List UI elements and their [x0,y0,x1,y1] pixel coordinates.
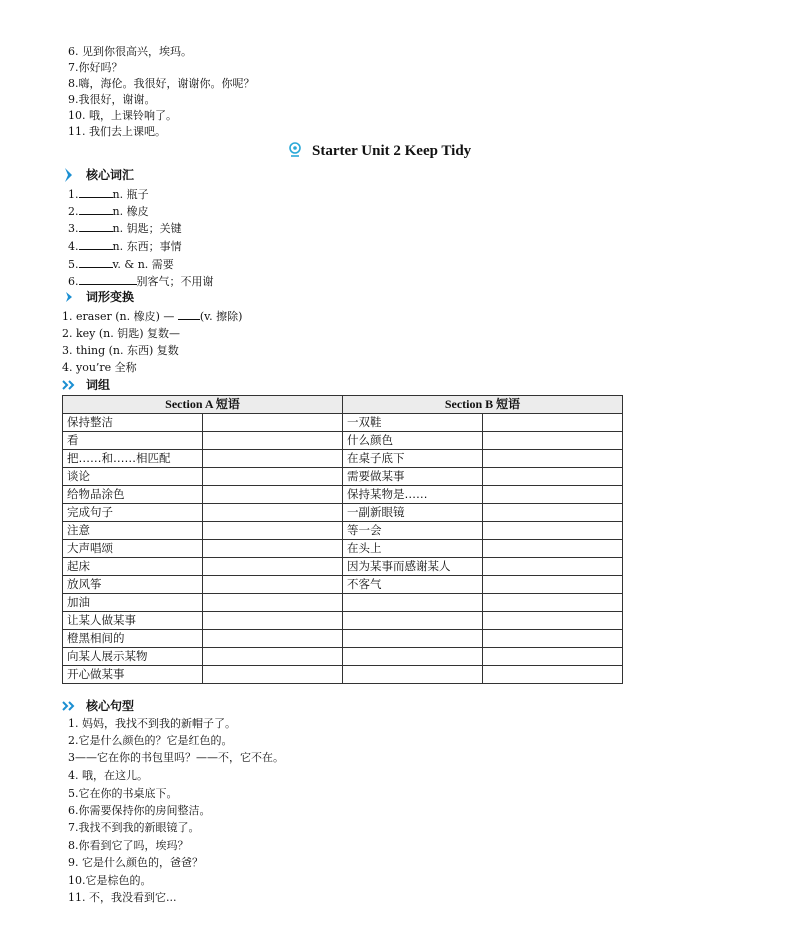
table-row: 完成句子 一副新眼镜 [63,504,623,522]
answer-cell[interactable] [203,432,343,450]
answer-cell[interactable] [483,468,623,486]
sentence-item: 1. 妈妈，我找不到我的新帽子了。 [68,717,236,730]
answer-cell[interactable] [483,414,623,432]
table-row: 放风筝 不客气 [63,576,623,594]
answer-cell[interactable] [203,522,343,540]
table-row: 大声唱颂 在头上 [63,540,623,558]
answer-cell[interactable] [203,576,343,594]
unit-title: Starter Unit 2 Keep Tidy [312,143,472,159]
vocab-item: 3. n. 钥匙；关键 [68,222,182,235]
answer-cell[interactable] [483,630,623,648]
sentence-item: 3——它在你的书包里吗？——不，它不在。 [68,751,284,764]
answer-cell[interactable] [203,594,343,612]
sentence-item: 5.它在你的书桌底下。 [68,787,178,800]
double-chevron-right-icon [62,377,76,393]
form-item: 1. eraser (n. 橡皮) — (v. 擦除) [62,310,243,323]
table-row: 给物品涂色 保持某物是…… [63,486,623,504]
prev-sentence: 9.我很好，谢谢。 [68,93,156,106]
table-row: 谈论 需要做某事 [63,468,623,486]
section-label: 核心词汇 [86,168,135,182]
answer-cell[interactable] [483,522,623,540]
answer-cell[interactable] [483,558,623,576]
answer-cell[interactable] [203,612,343,630]
vocab-item: 2. n. 橡皮 [68,205,149,218]
chevron-right-icon [62,289,76,305]
answer-blank [178,308,200,320]
vocab-item: 4. n. 东西；事情 [68,240,182,253]
answer-cell[interactable] [483,540,623,558]
prev-sentence: 6. 见到你很高兴，埃玛。 [68,45,192,58]
vocab-item: 6. 别客气；不用谢 [68,275,214,288]
answer-cell[interactable] [483,648,623,666]
chevron-right-icon [62,167,76,183]
form-item: 3. thing (n. 东西) 复数 [62,344,179,357]
answer-cell[interactable] [203,648,343,666]
answer-cell[interactable] [483,666,623,684]
sentence-item: 6.你需要保持你的房间整洁。 [68,804,211,817]
answer-cell[interactable] [203,666,343,684]
sentence-item: 11. 不，我没看到它... [68,891,177,904]
table-row: 开心做某事 [63,666,623,684]
section-label: 词组 [86,378,111,392]
prev-sentence: 11. 我们去上课吧。 [68,125,166,138]
answer-cell[interactable] [483,576,623,594]
sentence-item: 4. 哦，在这儿。 [68,769,148,782]
table-row: 向某人展示某物 [63,648,623,666]
answer-cell[interactable] [203,558,343,576]
location-pin-icon [288,142,302,158]
table-row: 起床 因为某事而感谢某人 [63,558,623,576]
answer-cell[interactable] [203,630,343,648]
answer-cell[interactable] [483,432,623,450]
header-section-a: Section A 短语 [63,396,343,414]
section-label: 核心句型 [86,699,135,713]
phrases-table [62,395,623,684]
answer-blank [79,256,113,268]
vocab-item: 1. n. 瓶子 [68,188,149,201]
form-item: 4. you’re 全称 [62,361,137,374]
table-row: 保持整洁 一双鞋 [63,414,623,432]
answer-cell[interactable] [203,468,343,486]
table-row: 让某人做某事 [63,612,623,630]
section-label: 词形变换 [86,290,135,304]
prev-sentence: 8.嗨，海伦。我很好，谢谢你。你呢？ [68,77,255,90]
answer-blank [79,203,113,215]
sentence-item: 9. 它是什么颜色的，爸爸？ [68,856,203,869]
table-row: 看 什么颜色 [63,432,623,450]
double-chevron-right-icon [62,698,76,714]
form-item: 2. key (n. 钥匙) 复数— [62,327,181,340]
sentence-item: 7.我找不到我的新眼镜了。 [68,821,200,834]
answer-cell[interactable] [483,594,623,612]
answer-cell[interactable] [203,450,343,468]
table-row: 注意 等一会 [63,522,623,540]
answer-cell[interactable] [203,486,343,504]
answer-cell[interactable] [483,450,623,468]
header-section-b: Section B 短语 [343,396,623,414]
answer-cell[interactable] [483,486,623,504]
table-row: 把……和……相匹配 在桌子底下 [63,450,623,468]
answer-cell[interactable] [203,504,343,522]
prev-sentence: 7.你好吗？ [68,61,123,74]
answer-blank [79,220,113,232]
answer-cell[interactable] [483,612,623,630]
table-row: 加油 [63,594,623,612]
sentence-item: 2.它是什么颜色的？它是红色的。 [68,734,233,747]
answer-blank [79,273,137,285]
sentence-item: 8.你看到它了吗，埃玛？ [68,839,189,852]
answer-blank [79,238,113,250]
answer-cell[interactable] [203,414,343,432]
answer-cell[interactable] [483,504,623,522]
sentence-item: 10.它是棕色的。 [68,874,152,887]
prev-sentence: 10. 哦，上课铃响了。 [68,109,177,122]
answer-cell[interactable] [203,540,343,558]
answer-blank [79,186,113,198]
table-row: 橙黑相间的 [63,630,623,648]
vocab-item: 5. v. & n. 需要 [68,258,174,271]
